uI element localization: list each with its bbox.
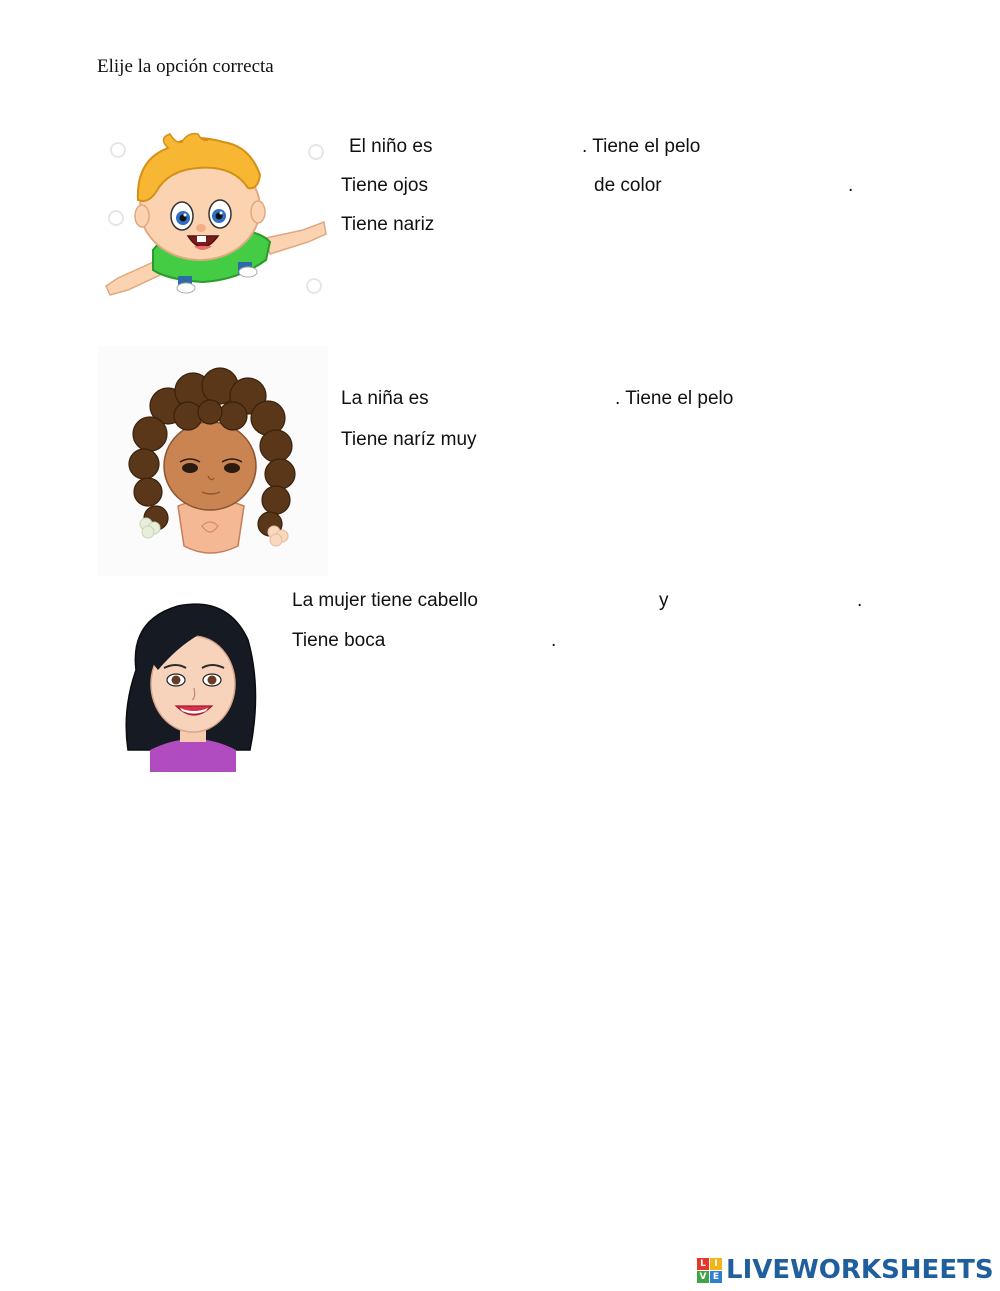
woman-line-2-start: Tiene boca <box>292 630 386 651</box>
logo-square-e: E <box>710 1271 722 1283</box>
boy-adjective-blank[interactable] <box>438 135 578 159</box>
woman-line-1-start: La mujer tiene cabello <box>292 590 478 611</box>
girl-line-1-end: . Tiene el pelo <box>615 388 734 409</box>
girl-adjective-blank[interactable] <box>436 387 610 411</box>
logo-square-l: L <box>697 1258 709 1270</box>
girl-hair-blank[interactable] <box>745 387 915 411</box>
boy-line-2-end: . <box>848 175 854 196</box>
logo-square-i: I <box>710 1258 722 1270</box>
boy-line-2-start: Tiene ojos <box>341 175 428 196</box>
boy-picture <box>98 130 330 308</box>
woman-line-1-middle: y <box>659 590 669 611</box>
woman-line-1-end: . <box>857 590 863 611</box>
woman-mouth-blank[interactable] <box>396 629 546 653</box>
liveworksheets-logo <box>697 1254 994 1286</box>
logo-square-v: V <box>697 1271 709 1283</box>
woman-hair-blank-2[interactable] <box>680 589 850 613</box>
woman-line-2-end: . <box>551 630 557 651</box>
girl-nose-blank[interactable] <box>488 428 658 452</box>
woman-picture <box>118 600 268 772</box>
boy-line-3-start: Tiene nariz <box>341 214 435 235</box>
girl-line-1-start: La niña es <box>341 388 429 409</box>
instruction-text: Elije la opción correcta <box>97 56 274 77</box>
boy-hair-blank[interactable] <box>712 135 872 159</box>
boy-nose-blank[interactable] <box>444 213 604 237</box>
boy-eyes-size-blank[interactable] <box>436 174 586 198</box>
logo-squares-icon <box>697 1258 722 1283</box>
woman-hair-blank-1[interactable] <box>494 589 644 613</box>
boy-line-1-start: El niño es <box>349 136 433 157</box>
boy-line-1-end: . Tiene el pelo <box>582 136 701 157</box>
boy-eye-color-blank[interactable] <box>672 174 844 198</box>
girl-line-2-start: Tiene naríz muy <box>341 429 477 450</box>
girl-picture <box>98 346 328 576</box>
brand-name: LIVEWORKSHEETS <box>726 1255 994 1285</box>
boy-line-2-middle: de color <box>594 175 662 196</box>
